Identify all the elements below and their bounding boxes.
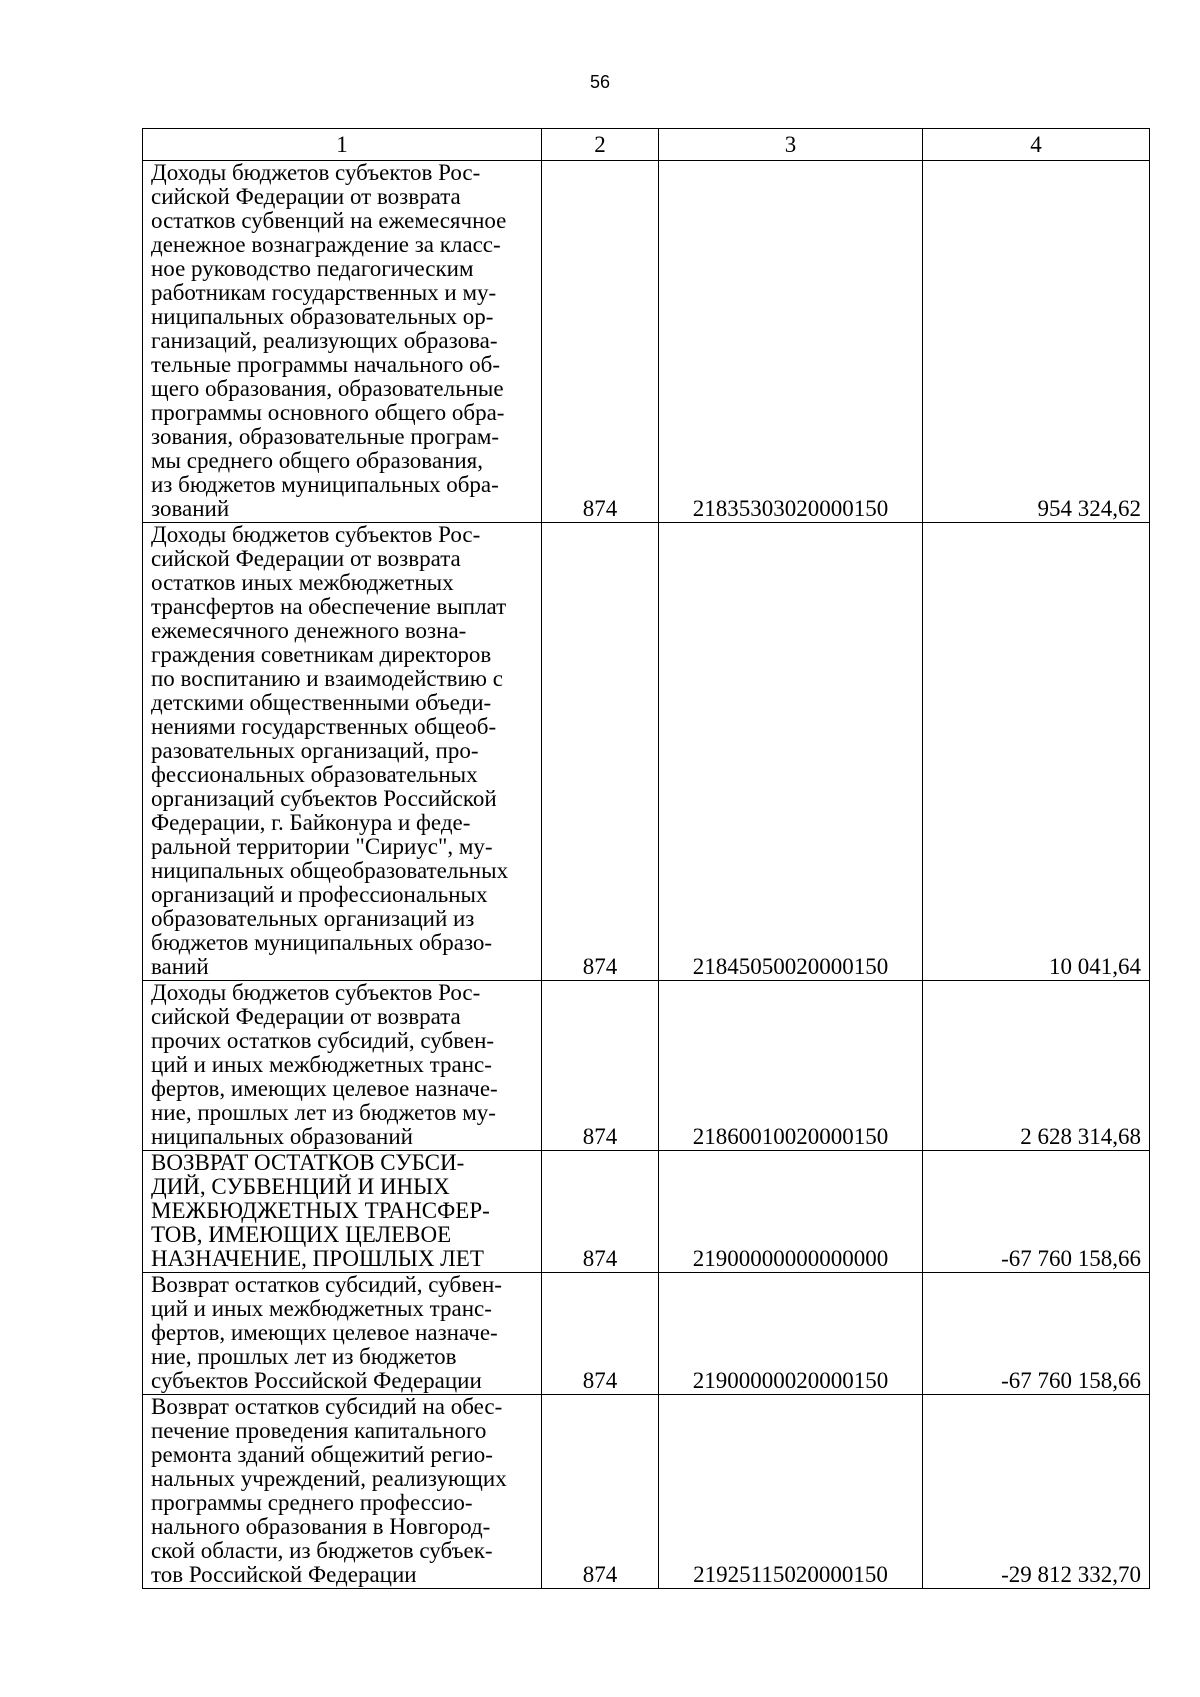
row-admin-code: 874: [542, 1395, 659, 1589]
description-line: денежное вознаграждение за класс-: [151, 232, 501, 257]
page-number: 56: [589, 72, 611, 92]
description-line: тов Российской Федерации: [151, 1562, 417, 1587]
description-line: по воспитанию и взаимодействию с: [151, 666, 503, 691]
row-description: [143, 981, 542, 1151]
description-line: Доходы бюджетов субъектов Рос-: [151, 160, 481, 185]
row-admin-code: 874: [542, 523, 659, 981]
description-line: ской области, из бюджетов субъек-: [151, 1538, 493, 1563]
row-amount: -67 760 158,66: [923, 1151, 1150, 1273]
row-admin-code: 874: [542, 161, 659, 523]
description-line: ганизаций, реализующих образова-: [151, 328, 498, 353]
description-line: из бюджетов муниципальных обра-: [151, 472, 499, 497]
description-line: ральной территории "Сириус", му-: [151, 834, 493, 859]
row-amount: -67 760 158,66: [923, 1273, 1150, 1395]
table-row: [143, 981, 1150, 1151]
description-line: фертов, имеющих целевое назначе-: [151, 1320, 498, 1345]
description-line: ние, прошлых лет из бюджетов: [151, 1344, 457, 1369]
row-admin-code: 874: [542, 1273, 659, 1395]
row-budget-code: 21845050020000150: [659, 523, 923, 981]
row-budget-code: 21925115020000150: [659, 1395, 923, 1589]
description-line: ВОЗВРАТ ОСТАТКОВ СУБСИ-: [151, 1150, 465, 1175]
row-description: [143, 1151, 542, 1273]
row-budget-code: 21835303020000150: [659, 161, 923, 523]
description-line: образовательных организаций из: [151, 906, 475, 931]
description-line: ежемесячного денежного возна-: [151, 618, 467, 643]
description-line: граждения советникам директоров: [151, 642, 492, 667]
row-budget-code: 21860010020000150: [659, 981, 923, 1151]
column-header-2: 2: [542, 129, 659, 161]
description-line: организаций и профессиональных: [151, 882, 488, 907]
description-line: тельные программы начального об-: [151, 352, 501, 377]
description-line: НАЗНАЧЕНИЕ, ПРОШЛЫХ ЛЕТ: [151, 1246, 484, 1271]
row-description: [143, 161, 542, 523]
table-header-row: [143, 129, 1150, 161]
row-amount: 10 041,64: [923, 523, 1150, 981]
description-line: МЕЖБЮДЖЕТНЫХ ТРАНСФЕР-: [151, 1198, 490, 1223]
column-header-4: 4: [923, 129, 1150, 161]
description-line: программы основного общего обра-: [151, 400, 505, 425]
table-row: [143, 1151, 1150, 1273]
description-line: Возврат остатков субсидий, субвен-: [151, 1272, 502, 1297]
row-amount: 954 324,62: [923, 161, 1150, 523]
row-description: [143, 1395, 542, 1589]
table-row: [143, 1273, 1150, 1395]
description-line: сийской Федерации от возврата: [151, 1004, 461, 1029]
description-line: трансфертов на обеспечение выплат: [151, 594, 507, 619]
description-line: ное руководство педагогическим: [151, 256, 474, 281]
description-line: субъектов Российской Федерации: [151, 1368, 482, 1393]
description-line: фертов, имеющих целевое назначе-: [151, 1076, 498, 1101]
description-line: зований: [151, 496, 230, 521]
description-line: нальных учреждений, реализующих: [151, 1466, 507, 1491]
description-line: Доходы бюджетов субъектов Рос-: [151, 522, 481, 547]
description-line: печение проведения капитального: [151, 1418, 487, 1443]
description-line: Доходы бюджетов субъектов Рос-: [151, 980, 481, 1005]
description-line: Возврат остатков субсидий на обес-: [151, 1394, 503, 1419]
description-line: ниципальных образований: [151, 1124, 413, 1149]
table-row: [143, 161, 1150, 523]
row-budget-code: 21900000020000150: [659, 1273, 923, 1395]
row-amount: -29 812 332,70: [923, 1395, 1150, 1589]
description-line: ций и иных межбюджетных транс-: [151, 1052, 492, 1077]
description-line: остатков иных межбюджетных: [151, 570, 454, 595]
budget-income-table: [142, 128, 1150, 1589]
table-row: [143, 523, 1150, 981]
column-header-3: 3: [659, 129, 923, 161]
column-header-1: 1: [143, 129, 542, 161]
table-body: [143, 161, 1150, 1589]
description-line: ние, прошлых лет из бюджетов му-: [151, 1100, 496, 1125]
description-line: нального образования в Новгород-: [151, 1514, 491, 1539]
description-line: ниципальных общеобразовательных: [151, 858, 509, 883]
description-line: Федерации, г. Байконура и феде-: [151, 810, 471, 835]
row-description: [143, 1273, 542, 1395]
description-line: мы среднего общего образования,: [151, 448, 484, 473]
description-line: бюджетов муниципальных образо-: [151, 930, 493, 955]
description-line: фессиональных образовательных: [151, 762, 478, 787]
description-line: остатков субвенций на ежемесячное: [151, 208, 507, 233]
description-line: прочих остатков субсидий, субвен-: [151, 1028, 495, 1053]
description-line: нениями государственных общеоб-: [151, 714, 497, 739]
row-admin-code: 874: [542, 1151, 659, 1273]
description-line: ваний: [151, 954, 209, 979]
description-line: работникам государственных и му-: [151, 280, 497, 305]
description-line: сийской Федерации от возврата: [151, 546, 461, 571]
description-line: программы среднего профессио-: [151, 1490, 473, 1515]
description-line: ТОВ, ИМЕЮЩИХ ЦЕЛЕВОЕ: [151, 1222, 452, 1247]
description-line: ДИЙ, СУБВЕНЦИЙ И ИНЫХ: [151, 1174, 450, 1199]
description-line: детскими общественными объеди-: [151, 690, 492, 715]
description-line: щего образования, образовательные: [151, 376, 504, 401]
description-line: сийской Федерации от возврата: [151, 184, 461, 209]
table-row: [143, 1395, 1150, 1589]
description-line: разовательных организаций, про-: [151, 738, 479, 763]
description-line: ремонта зданий общежитий регио-: [151, 1442, 493, 1467]
description-line: зования, образовательные програм-: [151, 424, 500, 449]
row-description: [143, 523, 542, 981]
description-line: ниципальных образовательных ор-: [151, 304, 494, 329]
row-admin-code: 874: [542, 981, 659, 1151]
row-amount: 2 628 314,68: [923, 981, 1150, 1151]
description-line: ций и иных межбюджетных транс-: [151, 1296, 492, 1321]
row-budget-code: 21900000000000000: [659, 1151, 923, 1273]
description-line: организаций субъектов Российской: [151, 786, 497, 811]
